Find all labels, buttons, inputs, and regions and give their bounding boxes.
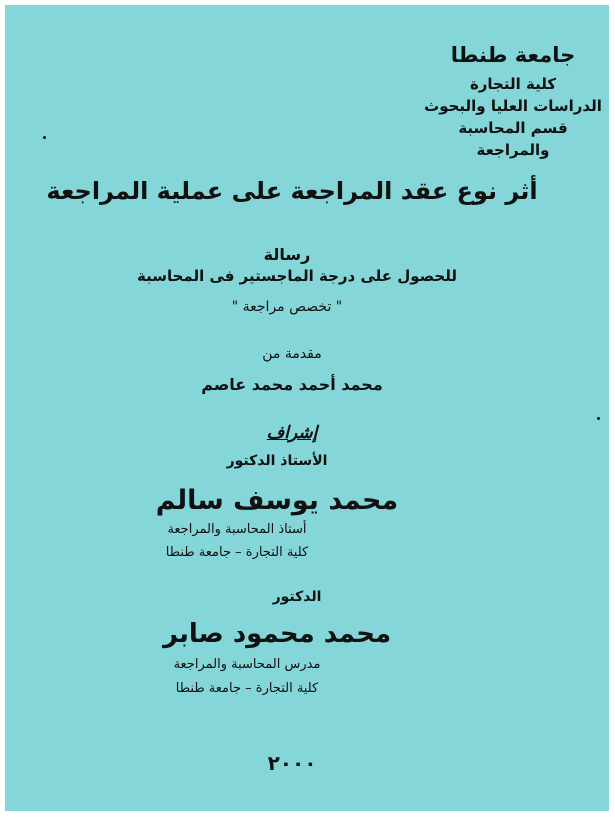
supervisor2-name: محمد محمود صابر (162, 619, 392, 649)
specialization: " تخصص مراجعة " (231, 299, 343, 315)
speck-mark (597, 417, 600, 420)
institution-header (423, 43, 603, 161)
year: ٢٠٠٠ (267, 751, 317, 775)
supervisor2-position: مدرس المحاسبة والمراجعة (173, 657, 321, 672)
supervisor2-title: الدكتور (272, 589, 322, 605)
faculty-name: كلية التجارة (469, 75, 557, 93)
supervisor1-affiliation: كلية التجارة – جامعة طنطا (165, 545, 309, 560)
graduate-studies: الدراسات العليا والبحوث (424, 97, 602, 115)
degree-purpose: للحصول على درجة الماجستير فى المحاسبة (136, 267, 458, 285)
author-name: محمد أحمد محمد عاصم (201, 375, 383, 394)
supervisor2-affiliation: كلية التجارة – جامعة طنطا (175, 681, 319, 696)
speck-mark (43, 136, 46, 139)
presented-by-label: مقدمة من (262, 346, 322, 362)
supervisor1-position: أستاذ المحاسبة والمراجعة (167, 522, 307, 537)
supervision-heading: إشراف (266, 423, 318, 443)
thesis-title: أثر نوع عقد المراجعة على عملية المراجعة (46, 177, 538, 205)
university-name: جامعة طنطا (450, 43, 576, 67)
thesis-cover-page (5, 5, 609, 811)
supervisor1-title: الأستاذ الدكتور (226, 453, 328, 469)
thesis-type: رسالة (263, 245, 311, 264)
supervisor1-name: محمد يوسف سالم (155, 485, 399, 516)
department-name: قسم المحاسبة والمراجعة (458, 119, 568, 159)
